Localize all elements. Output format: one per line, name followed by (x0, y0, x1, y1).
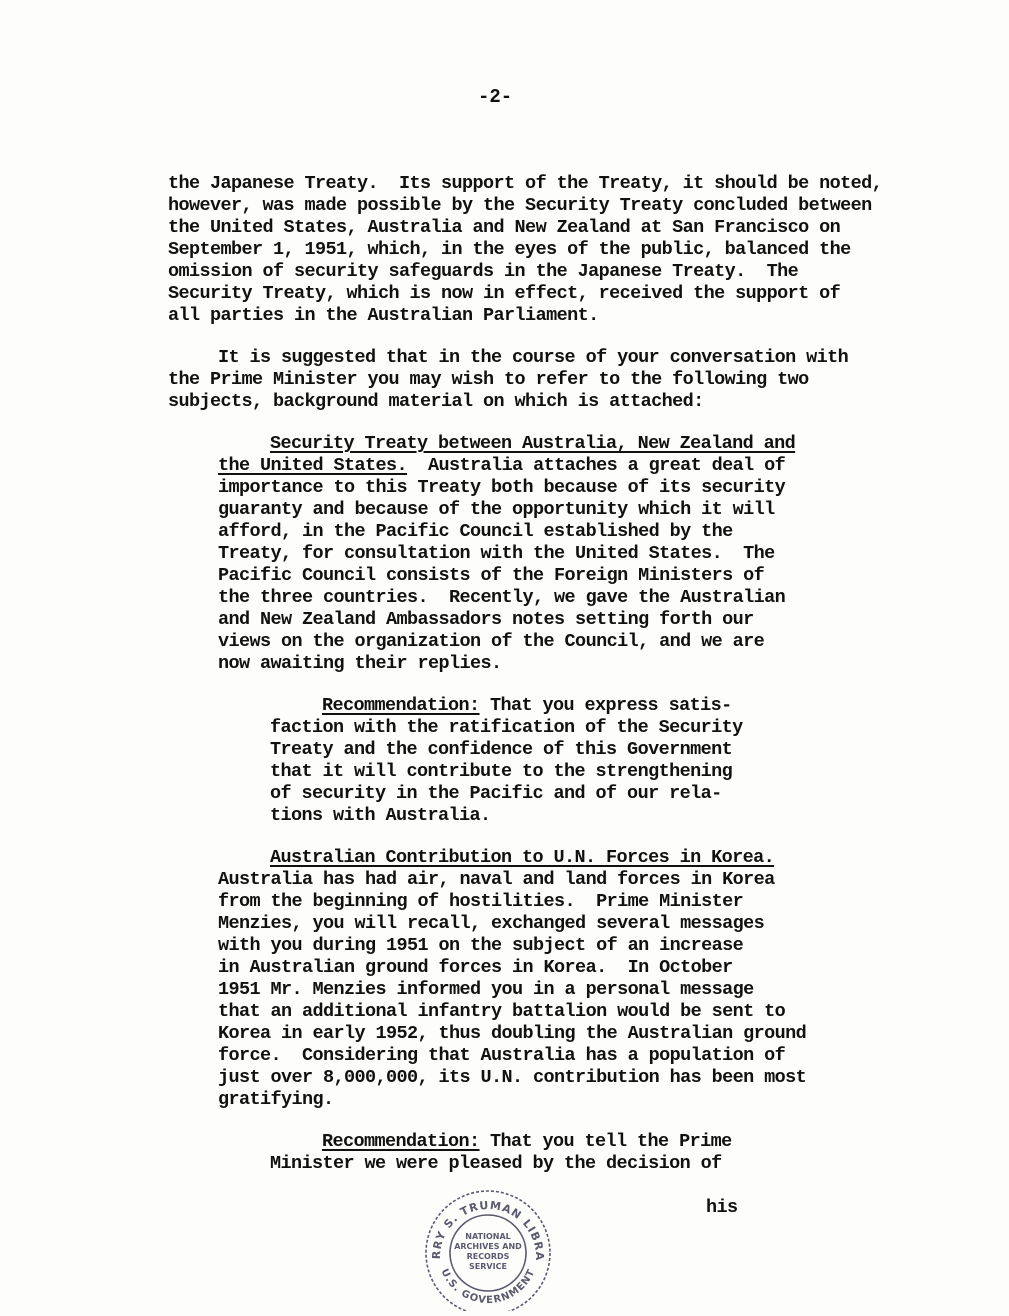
recommendation-line: Recommendation: That you tell the Prime (322, 1131, 732, 1152)
text-line: 1951 Mr. Menzies informed you in a personal message (218, 979, 754, 1000)
recommendation-label: Recommendation: (322, 1131, 480, 1152)
text-line: Security Treaty, which is now in effect, received the support of (168, 283, 841, 304)
section-heading: Australian Contribution to U.N. Forces in Korea. (270, 847, 775, 868)
text-line: faction with the ratification of the Security (270, 717, 743, 738)
page-number: -2- (478, 86, 513, 108)
text-line: Menzies, you will recall, exchanged several messages (218, 913, 765, 934)
svg-text:SERVICE: SERVICE (469, 1262, 507, 1271)
svg-text:NATIONAL: NATIONAL (465, 1232, 511, 1241)
svg-text:RECORDS: RECORDS (466, 1252, 510, 1261)
svg-text:ARCHIVES AND: ARCHIVES AND (454, 1242, 522, 1251)
text-line: Treaty, for consultation with the United States. The (218, 543, 775, 564)
text-line: just over 8,000,000, its U.N. contribution has been most (218, 1067, 807, 1088)
text-line: of security in the Pacific and of our rela- (270, 783, 722, 804)
section-heading: Security Treaty between Australia, New Zealand and (270, 433, 796, 454)
text-line: and New Zealand Ambassadors notes setting forth our (218, 609, 754, 630)
catchword: his (706, 1197, 738, 1218)
text-line: gratifying. (218, 1089, 334, 1110)
svg-text:U.S. GOVERNMENT: U.S. GOVERNMENT (438, 1267, 538, 1307)
text-line: the Japanese Treaty. Its support of the Treaty, it should be noted, (168, 173, 883, 194)
text-line: now awaiting their replies. (218, 653, 502, 674)
svg-text:HARRY S. TRUMAN LIBRARY: RRY S. TRUMAN LIBRA (429, 1198, 547, 1262)
text-line: views on the organization of the Council, and we are (218, 631, 765, 652)
text-line: September 1, 1951, which, in the eyes of the public, balanced the (168, 239, 851, 260)
text-line: that an additional infantry battalion would be sent to (218, 1001, 786, 1022)
text-line: subjects, background material on which is attached: (168, 391, 704, 412)
section-heading-continued: the United States. (218, 455, 408, 476)
text-line: Minister we were pleased by the decision of (270, 1153, 722, 1174)
text-line: Pacific Council consists of the Foreign Ministers of (218, 565, 765, 586)
text-line: the United States. Australia attaches a great deal of (218, 455, 786, 476)
text-line: the three countries. Recently, we gave the Australian (218, 587, 786, 608)
text-line: Korea in early 1952, thus doubling the Australian ground (218, 1023, 807, 1044)
text-line: the United States, Australia and New Zealand at San Francisco on (168, 217, 841, 238)
recommendation-line: Recommendation: That you express satis- (322, 695, 732, 716)
text-line: the Prime Minister you may wish to refer to the following two (168, 369, 809, 390)
text-line: tions with Australia. (270, 805, 491, 826)
text-line: from the beginning of hostilities. Prime Minister (218, 891, 744, 912)
text-line: It is suggested that in the course of your conversation with (218, 347, 849, 368)
text-line: force. Considering that Australia has a population of (218, 1045, 786, 1066)
text-line: Australia has had air, naval and land forces in Korea (218, 869, 775, 890)
text-line: guaranty and because of the opportunity which it will (218, 499, 775, 520)
archives-stamp (418, 1183, 558, 1311)
text-line: in Australian ground forces in Korea. In October (218, 957, 733, 978)
recommendation-label: Recommendation: (322, 695, 480, 716)
text-line: however, was made possible by the Security Treaty concluded between (168, 195, 872, 216)
text-line: importance to this Treaty both because of its security (218, 477, 786, 498)
text-line: afford, in the Pacific Council established by the (218, 521, 733, 542)
text-line: with you during 1951 on the subject of an increase (218, 935, 744, 956)
archives-seal-icon (418, 1183, 558, 1311)
text-line: Treaty and the confidence of this Government (270, 739, 733, 760)
text-line: omission of security safeguards in the Japanese Treaty. The (168, 261, 799, 282)
text-line: all parties in the Australian Parliament. (168, 305, 599, 326)
text-line: that it will contribute to the strengthening (270, 761, 733, 782)
